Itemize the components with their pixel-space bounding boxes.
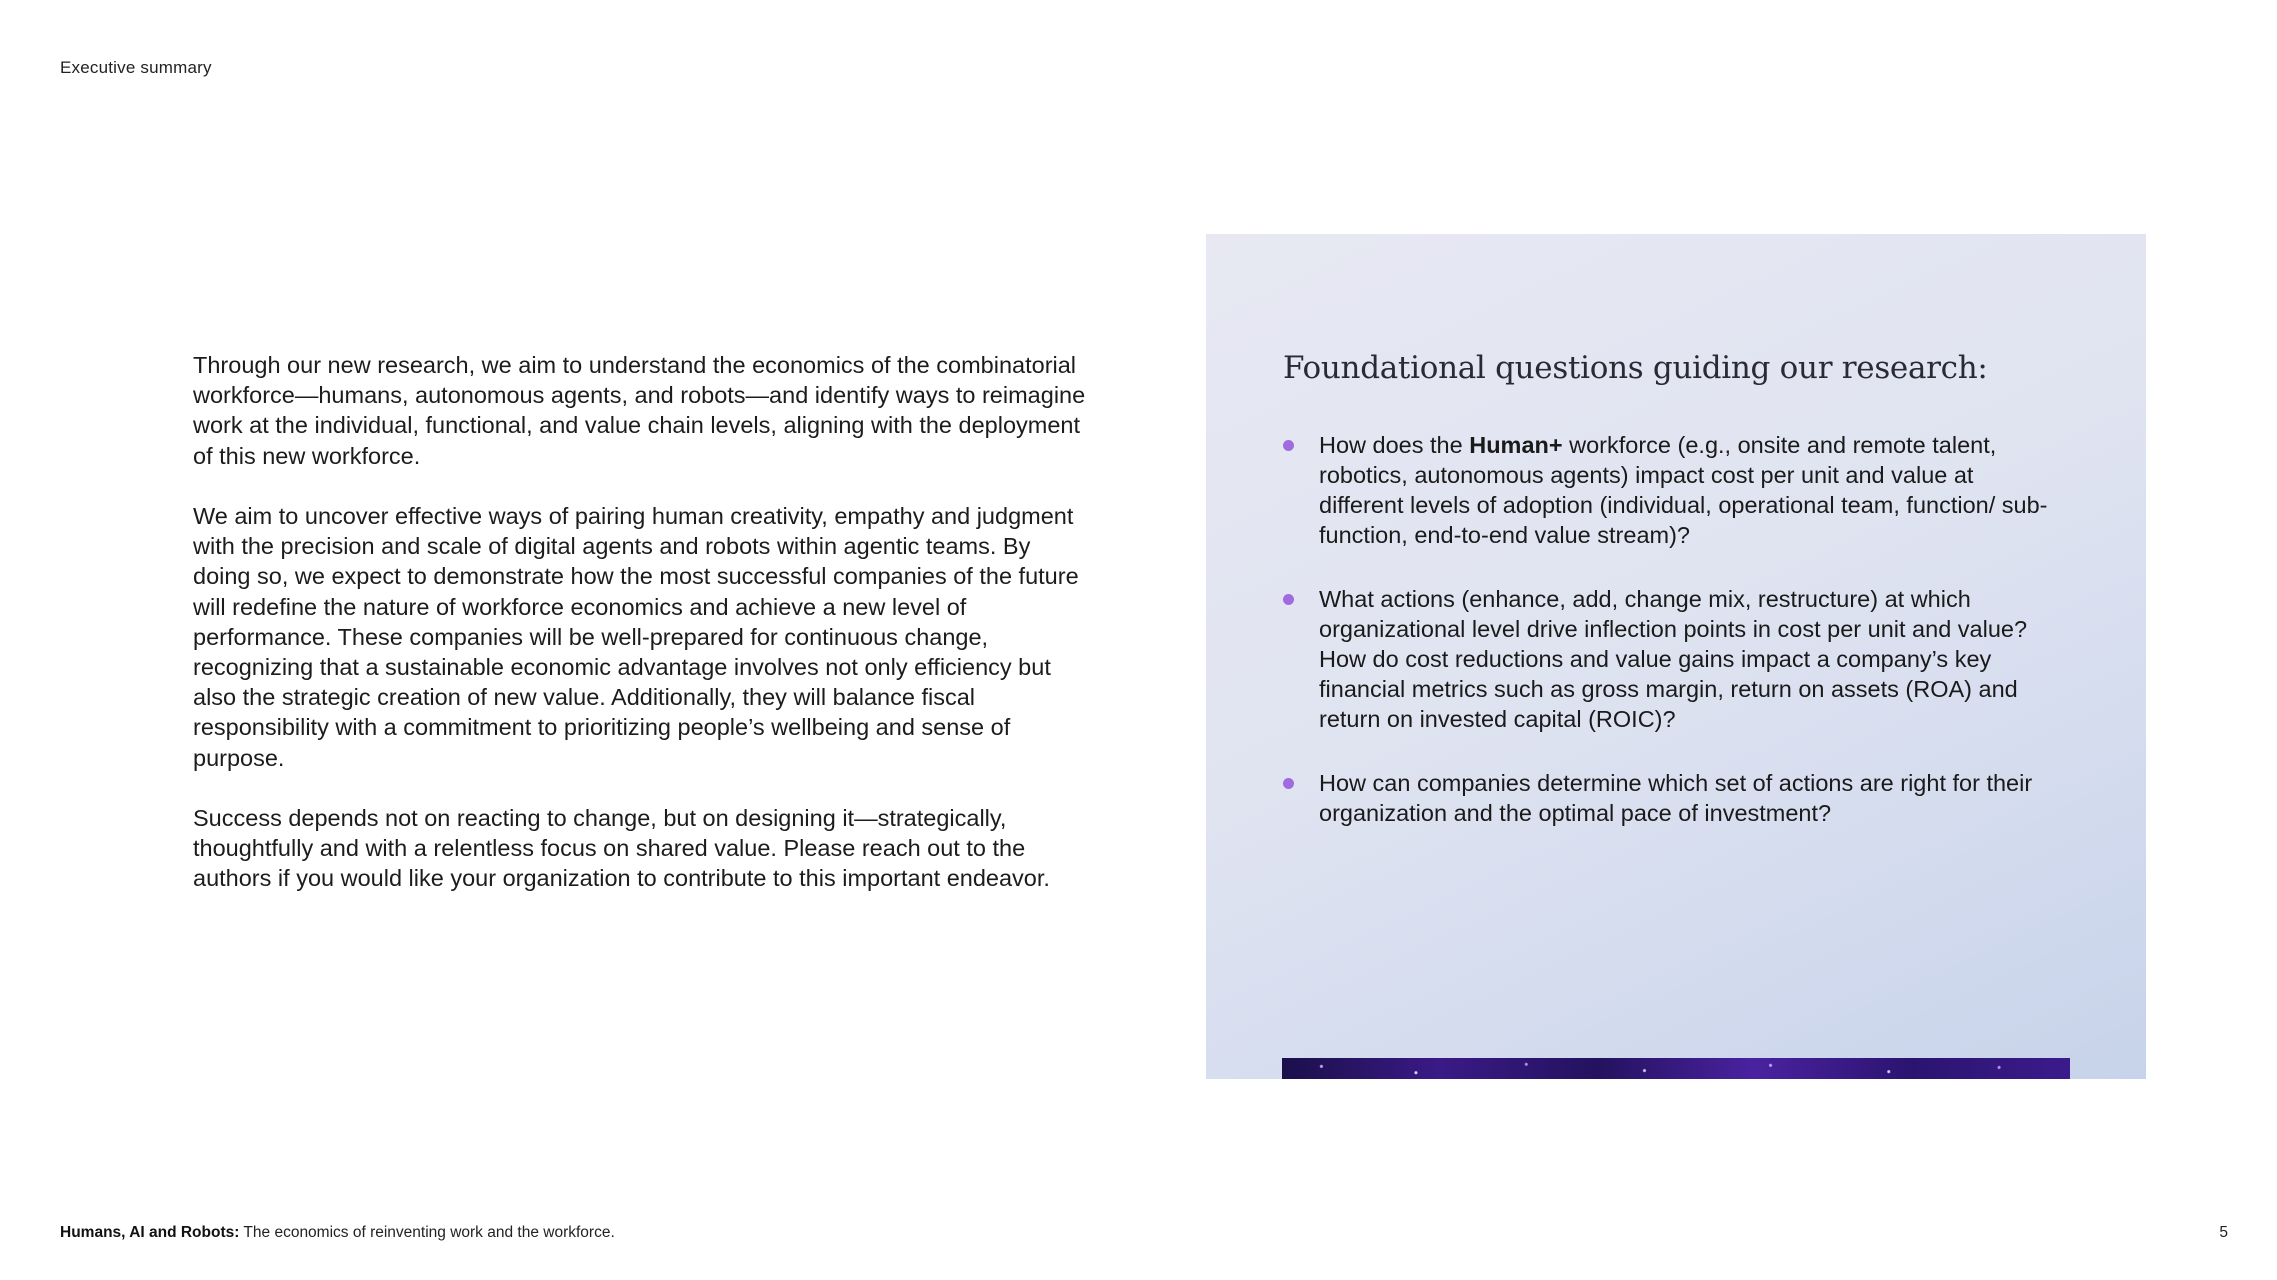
question-text-before: How does the: [1319, 432, 1470, 458]
section-label: Executive summary: [60, 58, 212, 77]
footer-title-subtitle: The economics of reinventing work and the workforce.: [239, 1224, 615, 1241]
footer-title-bold: Humans, AI and Robots:: [60, 1224, 240, 1241]
intro-paragraph-1: Through our new research, we aim to understand the economics of the combinatorial workforce—humans, autonomous agents, and robots—and identify ways to reimagine work at the individual, functional, and value chain levels, aligning with the deployment of this new workforce.: [193, 352, 1086, 469]
question-text-bold: Human+: [1469, 432, 1563, 458]
bullet-icon: [1283, 594, 1294, 605]
question-item-3: [1283, 768, 2063, 828]
intro-paragraph-2: We aim to uncover effective ways of pairing human creativity, empathy and judgment with the precision and scale of digital agents and robots within agentic teams. By doing so, we expect to demonstrate how the most successful companies of the future will redefine the nature of workforce economics and achieve a new level of performance. These companies will be well-prepared for continuous change, recognizing that a sustainable economic advantage involves not only efficiency but also the strategic creation of new value. Additionally, they will balance fiscal responsibility with a commitment to prioritizing people’s wellbeing and sense of purpose.: [193, 503, 1079, 771]
question-item-1: [1283, 430, 2063, 550]
bullet-icon: [1283, 778, 1294, 789]
bullet-icon: [1283, 440, 1294, 451]
page-number: 5: [2219, 1224, 2228, 1241]
questions-panel: [1206, 234, 2146, 1079]
footer-report-title: [60, 1224, 615, 1242]
question-text: How can companies determine which set of actions are right for their organization and the optimal pace of investment?: [1319, 770, 2033, 826]
question-list: [1283, 430, 2063, 862]
intro-paragraph-3: Success depends not on reacting to change, but on designing it—strategically, thoughtfully and with a relentless focus on shared value. Please reach out to the authors if you would like your organization to contribute to this important endeavor.: [193, 805, 1050, 892]
decorative-image-strip: [1282, 1058, 2070, 1079]
question-text-after: workforce (e.g., onsite and remote talent, robotics, autonomous agents) impact cost per unit and value at different levels of adoption (individual, operational team, function/ sub-function, end-to-end value stream)?: [1319, 432, 2048, 548]
question-text: What actions (enhance, add, change mix, restructure) at which organizational level drive inflection points in cost per unit and value? How do cost reductions and value gains impact a company’s key financial metrics such as gross margin, return on assets (ROA) and return on invested capital (ROIC)?: [1319, 586, 2028, 732]
question-item-2: [1283, 584, 2063, 734]
intro-text: [193, 350, 1093, 924]
panel-title: Foundational questions guiding our research:: [1283, 350, 1988, 386]
